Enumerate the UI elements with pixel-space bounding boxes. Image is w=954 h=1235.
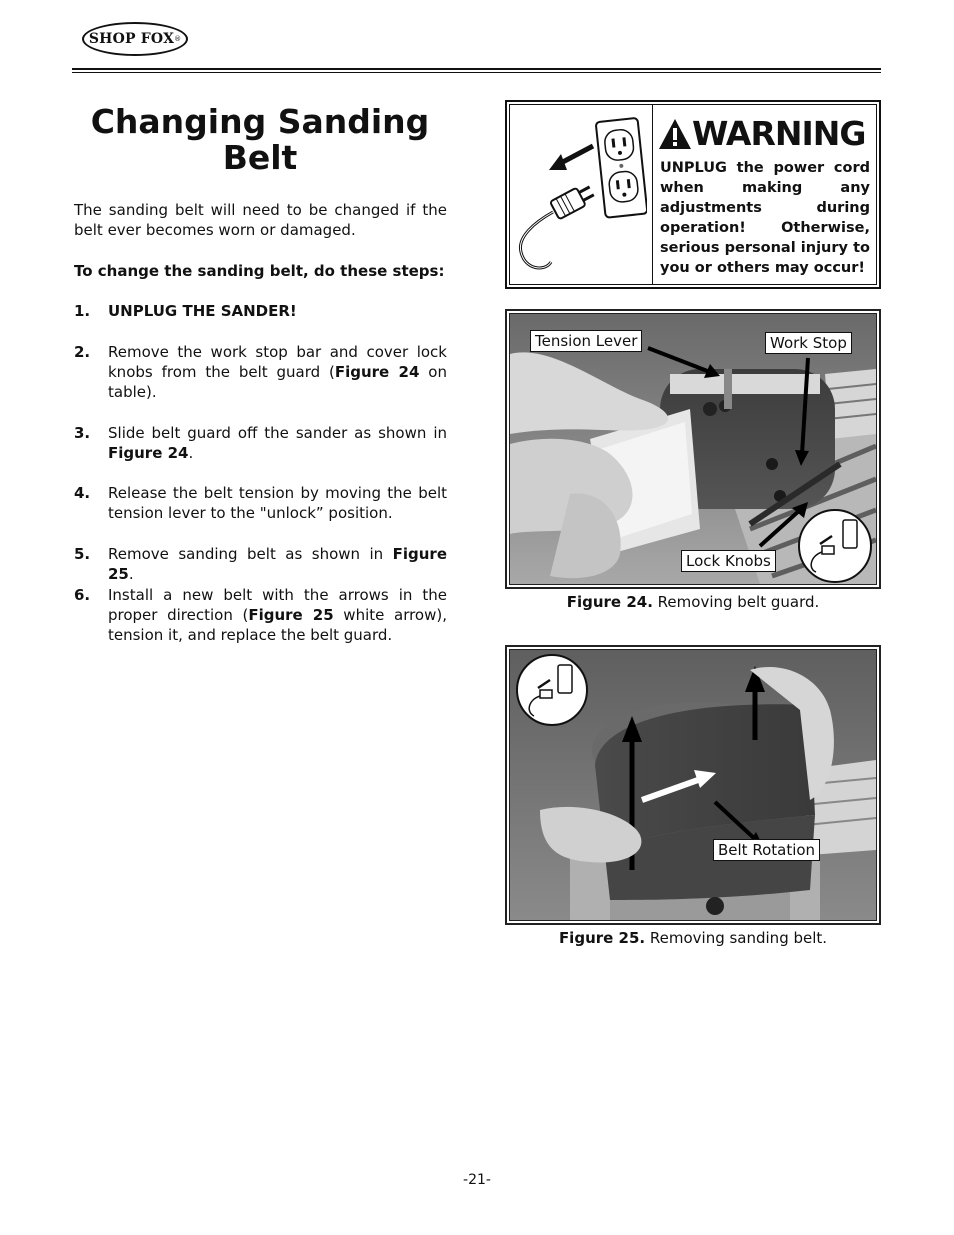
steps-lead: To change the sanding belt, do these steps: (74, 262, 445, 280)
header-rule-thick (72, 68, 881, 70)
figure-reference: Figure 25 (248, 606, 334, 624)
step-number: 2. (74, 343, 91, 361)
belt-rotation-label: Belt Rotation (713, 839, 820, 861)
step-text: Release the belt tension by moving the belt tension lever to the "unlock” position. (108, 484, 447, 522)
step-text: Remove the work stop bar and cover lock knobs from the belt guard (Figure 24 on table). (108, 343, 447, 401)
warning-header (658, 112, 872, 156)
page-title: Changing Sanding Belt (90, 102, 430, 177)
page-number: -21- (463, 1172, 491, 1188)
figure-24-caption: Figure 24. Removing belt guard. (566, 593, 820, 611)
tension-lever-label: Tension Lever (530, 330, 642, 352)
step-text: Slide belt guard off the sander as shown in Figure 24. (108, 424, 447, 462)
figure-reference: Figure 25 (108, 545, 447, 583)
figure-reference: Figure 24 (334, 363, 420, 381)
warning-text: UNPLUG the power cord when making any adjustments during operation! Otherwise, serious personal injury to you or others may occur! (660, 160, 870, 276)
step-number: 6. (74, 586, 91, 604)
logo-registered-mark: ® (174, 35, 182, 43)
work-stop-label: Work Stop (765, 332, 852, 354)
figure-25-photo (509, 649, 877, 921)
step-number: 4. (74, 484, 91, 502)
step-text: Install a new belt with the arrows in the proper direction (Figure 25 white arrow), tension it, and replace the belt guard. (108, 586, 447, 644)
unplug-outlet-icon (515, 112, 647, 278)
step-number: 1. (74, 302, 91, 320)
shop-fox-logo (82, 22, 188, 56)
logo-text: SHOP FOX (88, 31, 175, 47)
warning-divider (652, 105, 653, 285)
step-number: 5. (74, 545, 91, 563)
intro-paragraph: The sanding belt will need to be changed if the belt ever becomes worn or damaged. (74, 201, 447, 239)
warning-triangle-icon (658, 117, 692, 151)
step-text: UNPLUG THE SANDER! (108, 302, 297, 320)
warning-title: WARNING (692, 114, 866, 153)
step-number: 3. (74, 424, 91, 442)
step-text: Remove sanding belt as shown in Figure 25. (108, 545, 447, 583)
figure-25-caption: Figure 25. Removing sanding belt. (558, 929, 828, 947)
lock-knobs-label: Lock Knobs (681, 550, 776, 572)
header-rule-thin (72, 72, 881, 73)
figure-reference: Figure 24 (108, 444, 189, 462)
